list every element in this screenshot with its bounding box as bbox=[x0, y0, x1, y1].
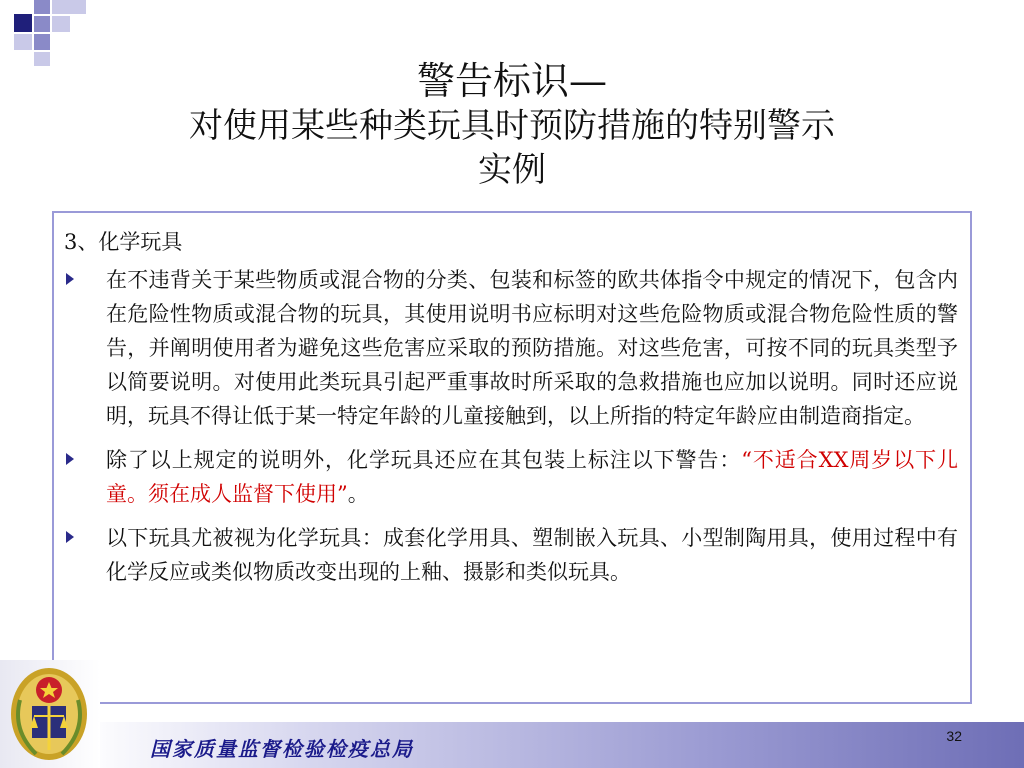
arrow-bullet-icon bbox=[66, 453, 74, 465]
corner-square-1 bbox=[14, 14, 32, 32]
corner-square-5 bbox=[52, 16, 70, 32]
content-box bbox=[52, 211, 972, 704]
page-number: 32 bbox=[946, 728, 962, 744]
footer-organization: 国家质量监督检验检疫总局 bbox=[150, 737, 414, 761]
bullet-item bbox=[64, 443, 958, 511]
corner-square-4 bbox=[34, 16, 50, 32]
section-heading: 3、化学玩具 bbox=[64, 230, 183, 254]
slide-title bbox=[0, 58, 1024, 192]
corner-square-8 bbox=[70, 0, 86, 14]
title-line-3: 实例 bbox=[478, 150, 546, 190]
corner-square-7 bbox=[34, 34, 50, 50]
title-line-1: 警告标识— bbox=[416, 59, 607, 103]
bullet-text: 在不违背关于某些物质或混合物的分类、包装和标签的欧共体指令中规定的情况下，包含内在危险性物质或混合物的玩具，其使用说明书应标明对这些危险物质或混合物危险性质的警告，并阐明使用者为避免这些危害应采取的预防措施。对这些危害，可按不同的玩具类型予以简要说明。对使用此类玩具引起严重事故时所采取的急救措施也应加以说明。同时还应说明，玩具不得让低于某一特定年龄的儿童接触到，以上所指的特定年龄应由制造商指定。 bbox=[106, 268, 958, 428]
corner-square-3 bbox=[52, 0, 70, 14]
aqsiq-emblem-icon bbox=[6, 660, 92, 764]
bullet-list bbox=[64, 263, 958, 589]
corner-square-2 bbox=[34, 0, 50, 14]
bullet-item bbox=[64, 263, 958, 433]
bullet-item bbox=[64, 521, 958, 589]
content-body bbox=[64, 225, 958, 599]
corner-square-6 bbox=[14, 34, 32, 50]
bullet-text: 以下玩具尤被视为化学玩具：成套化学用具、塑制嵌入玩具、小型制陶用具，使用过程中有化学反应或类似物质改变出现的上釉、摄影和类似玩具。 bbox=[106, 526, 958, 584]
arrow-bullet-icon bbox=[66, 531, 74, 543]
title-line-2: 对使用某些种类玩具时预防措施的特别警示 bbox=[189, 106, 835, 146]
warning-text: “不适合XX周岁以下儿童。须在成人监督下使用” bbox=[106, 448, 959, 506]
arrow-bullet-icon bbox=[66, 273, 74, 285]
bullet-text: 除了以上规定的说明外，化学玩具还应在其包装上标注以下警告： bbox=[106, 448, 742, 472]
bullet-text-end: 。 bbox=[347, 482, 369, 506]
